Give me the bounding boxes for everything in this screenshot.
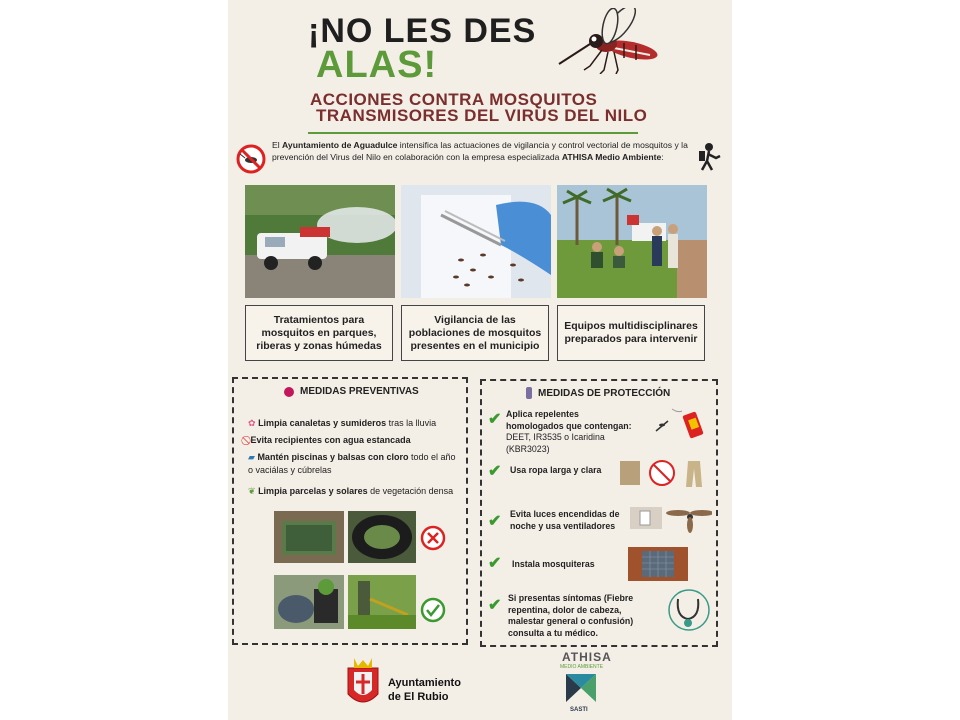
preventive-dot-icon: [284, 387, 294, 397]
window-screen-photo: [628, 547, 688, 581]
protection-item-clothing: Usa ropa larga y clara: [510, 465, 602, 475]
pool-icon: ▰: [248, 452, 255, 462]
photo-field-team: [557, 185, 707, 298]
protection-item-lights: Evita luces encendidas de noche y usa ventiladores: [510, 509, 620, 531]
no-mosquito-icon: [236, 144, 266, 174]
check-icon: ✔: [488, 597, 502, 614]
mosquito-illustration: [554, 8, 674, 74]
title-divider: [308, 132, 638, 134]
protection-item-symptoms: Si presentas síntomas (Fiebre repentina, dolor de cabeza, malestar general o confusión) consulta a tu médico.: [508, 593, 634, 638]
preventive-title: MEDIDAS PREVENTIVAS: [300, 386, 419, 397]
fumigator-icon: [696, 142, 722, 172]
ayuntamiento-line2: de El Rubio: [388, 691, 449, 703]
fan-and-switch-icons: [628, 503, 712, 533]
intro-company: ATHISA Medio Ambiente: [561, 151, 662, 162]
action-caption-teams: Equipos multidisciplinares preparados para intervenir: [557, 305, 705, 361]
preventive-item-bold: Limpia parcelas y solares: [258, 486, 368, 496]
preventive-item-bold: Evita recipientes con agua estancada: [250, 435, 411, 445]
title-line2: ALAS!: [316, 44, 438, 86]
stethoscope-icon: [666, 587, 712, 633]
photo-tire-water: [348, 511, 416, 563]
action-caption-surveillance: Vigilancia de las poblaciones de mosquitos presentes en el municipio: [401, 305, 549, 361]
photo-pool-cleaning: [274, 575, 344, 629]
preventive-item-rest: todo el año o vaciálas y cúbrelas: [248, 452, 456, 475]
protection-item-bold: Aplica repelentes homologados que contengan:: [506, 409, 632, 431]
preventive-item: [248, 434, 462, 447]
title-line1: ¡NO LES DES: [308, 12, 537, 50]
sasti-logo-text: SASTI: [570, 707, 588, 713]
subtitle-line2: TRANSMISORES DEL VIRUS DEL NILO: [316, 106, 648, 125]
preventive-item-bold: Limpia canaletas y sumideros: [258, 418, 387, 428]
el-rubio-coat-of-arms: [344, 654, 382, 712]
long-clothing-icons: [616, 457, 712, 489]
athisa-logo-icon: [564, 672, 598, 704]
photo-mosquito-sample: [401, 185, 551, 298]
protection-item-screens: Instala mosquiteras: [512, 559, 595, 569]
check-icon: ✔: [488, 411, 502, 428]
subtitle-line1: ACCIONES CONTRA MOSQUITOS: [310, 90, 598, 109]
preventive-panel: [232, 377, 468, 645]
protection-panel: [480, 379, 718, 647]
check-icon: ✔: [488, 463, 502, 480]
athisa-logo-subtext: MEDIO AMBIENTE: [560, 664, 604, 670]
intro-text: [272, 140, 692, 163]
preventive-item: [248, 451, 462, 477]
ayuntamiento-line1: Ayuntamiento: [388, 677, 461, 689]
correct-icon: [420, 597, 446, 623]
intro-part1: El: [272, 140, 283, 150]
protection-title: MEDIDAS DE PROTECCIÓN: [538, 388, 671, 399]
plant-icon: ❦: [248, 486, 256, 496]
check-icon: ✔: [488, 555, 502, 572]
photo-treatment-truck: [245, 185, 395, 298]
wrong-icon: [420, 525, 446, 551]
preventive-item: [248, 485, 462, 498]
protection-item-repellent: [506, 409, 638, 455]
poster: [228, 0, 732, 720]
check-icon: ✔: [488, 513, 502, 530]
intro-org: Ayuntamiento de Aguadulce: [282, 140, 398, 150]
preventive-item-rest: tras la lluvia: [386, 418, 437, 428]
preventive-item-bold: Mantén piscinas y balsas con cloro: [257, 452, 409, 462]
athisa-logo-text: ATHISA: [562, 650, 612, 664]
gutter-icon: ✿: [248, 418, 256, 428]
photo-stagnant-water: [274, 511, 344, 563]
intro-part3: :: [661, 151, 664, 162]
person-icon: [526, 387, 532, 399]
intro-part2: intensifica las actuaciones de vigilancia y control vectorial de mosquitos y la prevención del Virus del Nilo en colaboración con la empresa especializada: [272, 140, 688, 162]
action-caption-treatments: Tratamientos para mosquitos en parques, riberas y zonas húmedas: [245, 305, 393, 361]
preventive-item-rest: de vegetación densa: [367, 486, 454, 496]
preventive-item: [248, 417, 462, 430]
protection-item-rest: DEET, IR3535 o Icaridina (KBR3023): [506, 432, 605, 454]
photo-weed-trimming: [348, 575, 416, 629]
repellent-spray-icon: [652, 403, 712, 439]
